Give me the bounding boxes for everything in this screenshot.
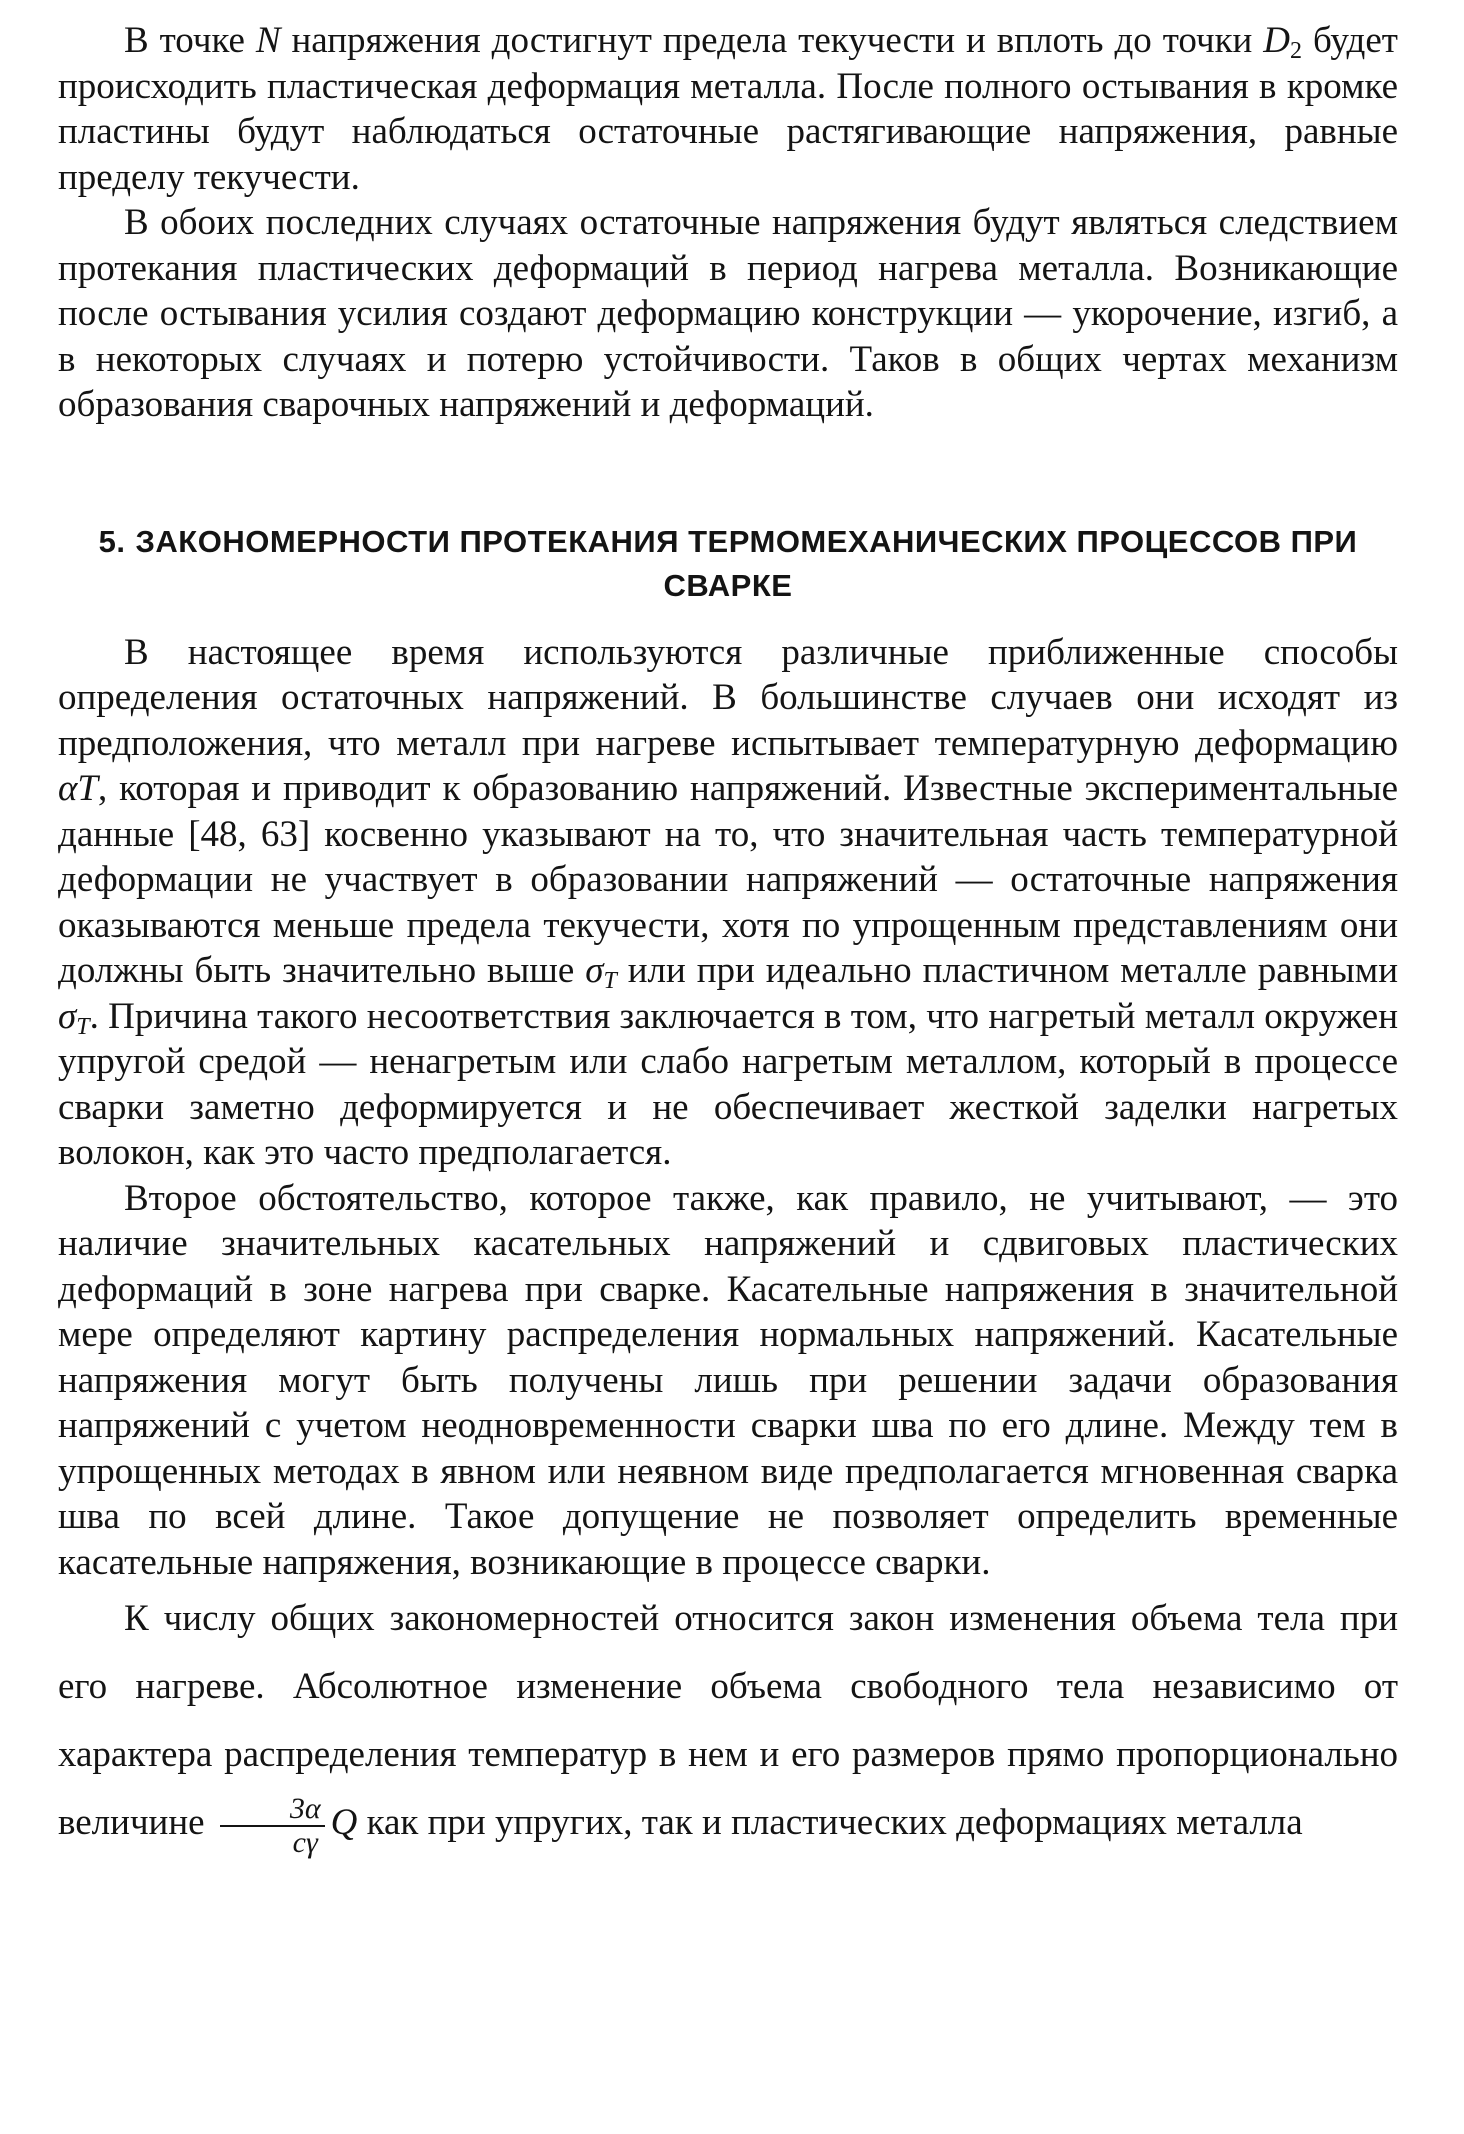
text-run: . Причина такого несоответствия заключается в том, что нагретый металл окружен упругой средой — ненагретым или слабо нагретым металлом, который в процессе сварки заметно деформируется и не обеспечивает жесткой заделки нагретых волокон, как это часто предполагается. — [58, 995, 1398, 1173]
paragraph-5-tail: как при упругих, так и пластических деформациях металла — [366, 1802, 1303, 1843]
paragraphs-top — [58, 18, 1398, 428]
math-symbol: σ — [585, 950, 604, 991]
paragraph-3 — [58, 630, 1398, 1176]
subscript: T — [76, 1013, 90, 1040]
text-run: В настоящее время используются различные приближенные способы определения остаточных напряжений. В большинстве случаев они исходят из предположения, что металл при нагреве испытывает температурную деформацию — [58, 631, 1398, 764]
math-symbol: σ — [58, 995, 77, 1037]
section-title: ЗАКОНОМЕРНОСТИ ПРОТЕКАНИЯ ТЕРМОМЕХАНИЧЕСКИХ ПРОЦЕССОВ ПРИ СВАРКЕ — [135, 523, 1358, 603]
section-number: 5. — [98, 523, 126, 559]
paragraphs-bottom — [58, 630, 1398, 1586]
text-run: В точке — [124, 20, 256, 61]
fraction-denominator: cγ — [292, 1825, 318, 1859]
section-heading — [58, 520, 1398, 608]
paragraph-4 — [58, 1176, 1398, 1586]
symbol-q: Q — [330, 1802, 358, 1843]
text-run: будет происходить пластическая деформация металла. После полного остывания в кромке пластины будут наблюдаться остаточные растягивающие напряжения, равные пределу текучести. — [58, 20, 1398, 198]
paragraph-2 — [58, 200, 1398, 428]
subscript: 2 — [1290, 38, 1303, 64]
subscript: T — [603, 968, 617, 994]
math-symbol: αT — [58, 768, 98, 809]
math-symbol: D — [1263, 20, 1291, 61]
text-run: напряжения достигнут предела текучести и вплоть до точки — [280, 20, 1264, 61]
fraction-numerator: 3α — [220, 1793, 325, 1827]
paragraph-1 — [58, 18, 1398, 200]
text-run: В обоих последних случаях остаточные напряжения будут являться следствием протекания пластических деформаций в период нагрева металла. Возникающие после остывания усилия создают деформацию конструкции — укорочение, изгиб, а в некоторых случаях и потерю устойчивости. Таков в общих чертах механизм образования сварочных напряжений и деформаций. — [58, 202, 1398, 425]
text-run: или при идеально пластичном металле равными — [616, 950, 1398, 991]
paragraph-5 — [58, 1585, 1398, 1859]
text-run: , которая и приводит к образованию напряжений. Известные экспериментальные данные [48, 63] косвенно указывают на то, что значительная часть температурной деформации не участвует в образовании напряжений — остаточные напряжения оказываются меньше предела текучести, хотя по упрощенным представлениям они должны быть значительно выше — [58, 768, 1398, 991]
math-symbol: N — [255, 20, 281, 61]
text-run: Второе обстоятельство, которое также, как правило, не учитывают, — это наличие значительных касательных напряжений и сдвиговых пластических деформаций в зоне нагрева при сварке. Касательные напряжения в значительной мере определяют картину распределения нормальных напряжений. Касательные напряжения могут быть получены лишь при решении задачи образования напряжений с учетом неодновременности сварки шва по его длине. Между тем в упрощенных методах в явном или неявном виде предполагается мгновенная сварка шва по всей длине. Такое допущение не позволяет определить временные касательные напряжения, возникающие в процессе сварки. — [58, 1177, 1398, 1583]
fraction — [220, 1793, 325, 1859]
page — [58, 18, 1398, 1859]
paragraph-5-text: К числу общих закономерностей относится закон изменения объема тела при его нагреве. Абсолютное изменение объема свободного тела независимо от характера распределения температур в нем и его размеров прямо пропорционально величине — [58, 1598, 1398, 1843]
